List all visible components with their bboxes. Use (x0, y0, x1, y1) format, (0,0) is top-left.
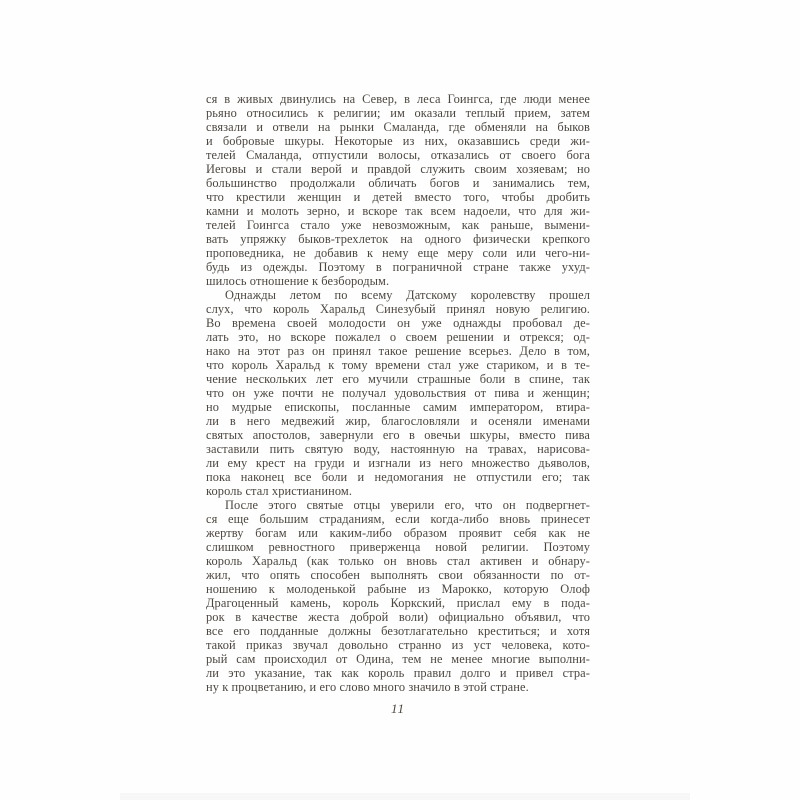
text-line: рьяно относились к религии; им оказали теплый прием, затем (206, 106, 590, 120)
text-line: Однажды летом по всему Датскому королевству прошел (225, 288, 590, 302)
text-line: что король Харальд к тому времени стал уже стариком, и в те- (206, 358, 590, 372)
text-line: телей Гоингса стало уже невозможным, как раньше, вымени- (206, 218, 590, 232)
text-line: и бобровые шкуры. Некоторые из них, оказавшись среди жи- (206, 134, 590, 148)
text-line: шилось отношение к безбородым. (206, 274, 390, 288)
text-line: нако на этот раз он принял такое решение всерьез. Дело в том, (206, 344, 590, 358)
text-line: что крестили женщин и детей вместо того, чтобы дробить (206, 190, 590, 204)
text-line: святых апостолов, завернули его в овечьи шкуры, вместо пива (206, 428, 590, 442)
text-line: ли ему крест на груди и изгнали из него множество дьяволов, (206, 456, 590, 470)
text-line: король Харальд (как только он вновь стал активен и обнару- (206, 554, 590, 568)
text-line: рок в качестве жеста доброй воли) официально объявил, что (206, 610, 590, 624)
paragraph (206, 288, 590, 498)
text-line: Драгоценный камень, король Коркский, прислал ему в пода- (206, 596, 590, 610)
text-line: пока наконец все боли и недомогания не отпустили его; так (206, 470, 590, 484)
text-line: рый сам происходил от Одина, тем не менее многие выполни- (206, 652, 590, 666)
text-line: проповедника, не добавив к нему еще меру соли или чего-ни- (206, 246, 590, 260)
text-line: После этого святые отцы уверили его, что он подвергнет- (225, 498, 590, 512)
paragraph (206, 498, 590, 694)
text-line: связали и отвели на рынки Смаланда, где обменяли на быков (206, 120, 590, 134)
text-line: чение нескольких лет его мучили страшные боли в спине, так (206, 372, 590, 386)
text-line: заставили пить святую воду, настоянную на травах, нарисова- (206, 442, 590, 456)
page-number: 11 (390, 701, 406, 716)
text-line: будь из одежды. Поэтому в пограничной стране также ухуд- (206, 260, 590, 274)
text-line: все его подданные должны безотлагательно креститься; и хотя (206, 624, 590, 638)
text-line: ну к процветанию, и его слово много значило в этой стране. (206, 680, 529, 694)
text-line: лать это, но вскоре пожалел о своем решении и отрекся; од- (206, 330, 590, 344)
text-line: король стал христианином. (206, 484, 353, 498)
text-line: что он уже почти не получал удовольствия от пива и женщин; (206, 386, 590, 400)
paragraph (206, 92, 590, 288)
text-line: ношению к молоденькой рабыне из Марокко, которую Олоф (206, 582, 590, 596)
text-line: но мудрые епископы, посланные самим императором, втира- (206, 400, 590, 414)
text-line: Иеговы и стали верой и правдой служить своим хозяевам; но (206, 162, 590, 176)
text-line: ли в него медвежий жир, благословляли и осеняли именами (206, 414, 590, 428)
text-line: большинство продолжали обличать богов и занимались тем, (206, 176, 590, 190)
text-line: такой приказ звучал довольно странно из уст человека, кото- (206, 638, 590, 652)
text-line: Во времена своей молодости он уже однажды пробовал де- (206, 316, 590, 330)
text-line: ли это указание, так как король правил долго и привел стра- (206, 666, 590, 680)
text-line: слух, что король Харальд Синезубый принял новую религию. (206, 302, 590, 316)
text-line: жертву богам или каким-либо образом проявит себя как не (206, 526, 590, 540)
text-line: ся в живых двинулись на Север, в леса Гоингса, где люди менее (206, 92, 590, 106)
scan-edge-shadow (120, 793, 690, 800)
page-text (206, 92, 590, 694)
text-line: ся еще большим страданиям, если когда-либо вновь принесет (206, 512, 590, 526)
text-line: камни и молоть зерно, и вскоре так всем надоели, что для жи- (206, 204, 590, 218)
text-line: телей Смаланда, отпустили волосы, отказались от своего бога (206, 148, 590, 162)
text-line: слишком ревностного приверженца новой религии. Поэтому (206, 540, 590, 554)
text-line: вать упряжку быков-трехлеток на одного физически крепкого (206, 232, 590, 246)
text-line: жил, что опять способен выполнять свои обязанности по от- (206, 568, 590, 582)
